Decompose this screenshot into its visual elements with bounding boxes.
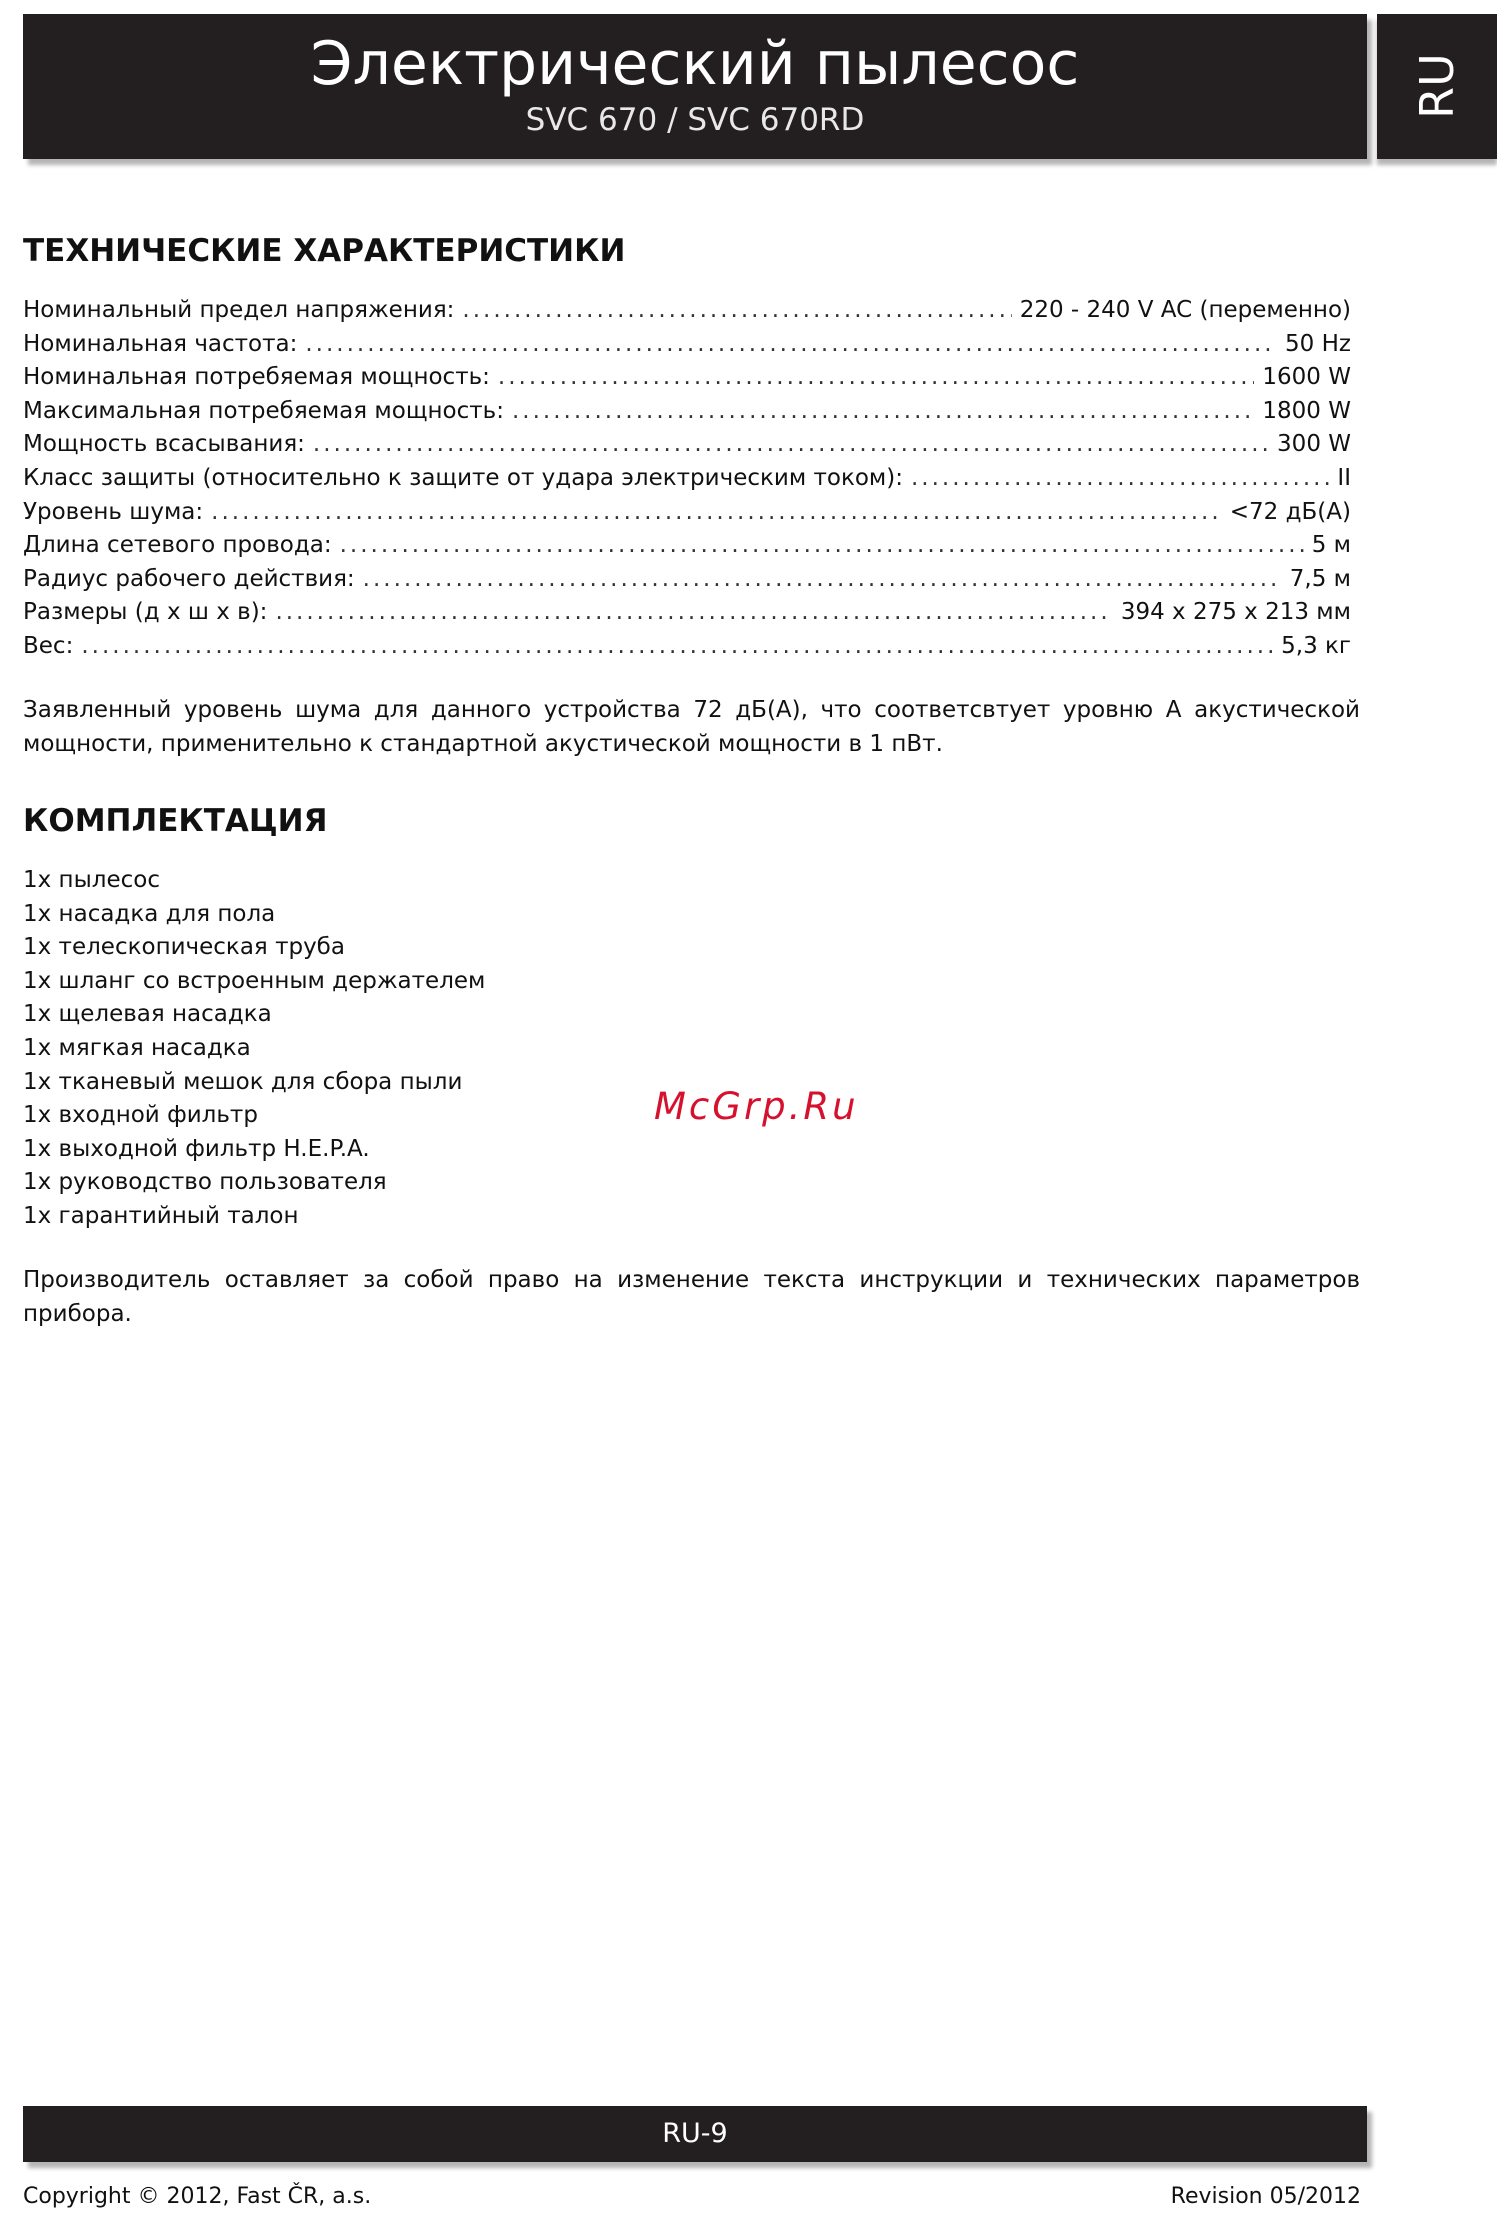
noise-note: Заявленный уровень шума для данного устройства 72 дБ(А), что соответсвтует уровню А акустической мощности, применительно к стандартной акустической мощности в 1 пВт. xyxy=(23,697,1360,757)
spec-row xyxy=(23,462,1351,496)
package-heading: КОМПЛЕКТАЦИЯ xyxy=(23,803,328,839)
list-item: 1x пылесос xyxy=(23,867,160,893)
spec-value: II xyxy=(1337,464,1351,491)
list-item: 1x шланг со встроенным держателем xyxy=(23,967,486,994)
spec-value: 7,5 м xyxy=(1289,565,1351,592)
spec-row xyxy=(23,294,1351,328)
spec-value: 5 м xyxy=(1311,532,1351,559)
spec-label: Уровень шума: xyxy=(23,498,204,525)
spec-row xyxy=(23,596,1351,630)
language-tab xyxy=(1377,14,1497,159)
spec-row xyxy=(23,630,1351,664)
spec-row xyxy=(23,563,1351,597)
dot-leader xyxy=(363,563,1282,597)
list-item: 1x насадка для пола xyxy=(23,900,276,927)
page-number: RU-9 xyxy=(662,2118,728,2149)
list-item: 1x руководство пользователя xyxy=(23,1169,387,1196)
list-item: 1x щелевая насадка xyxy=(23,1001,272,1028)
dot-leader xyxy=(512,395,1254,429)
spec-label: Радиус рабочего действия: xyxy=(23,565,355,592)
spec-value: 1600 W xyxy=(1262,364,1351,391)
copyright: Copyright © 2012, Fast ČR, a.s. xyxy=(23,2184,372,2209)
spec-label: Класс защиты (относительно к защите от удара электрическим током): xyxy=(23,464,903,491)
watermark: McGrp.Ru xyxy=(654,1085,859,1128)
spec-label: Максимальная потребяемая мощность: xyxy=(23,397,504,424)
list-item: 1x гарантийный талон xyxy=(23,1202,299,1229)
document-title: Электрический пылесос xyxy=(310,29,1080,99)
list-item: 1x мягкая насадка xyxy=(23,1034,251,1061)
spec-row xyxy=(23,328,1351,362)
footer-bar xyxy=(23,2106,1367,2162)
dot-leader xyxy=(275,596,1112,630)
disclaimer: Производитель оставляет за собой право на изменение текста инструкции и технических параметров прибора. xyxy=(23,1267,1360,1327)
header-bar xyxy=(23,14,1367,159)
spec-row xyxy=(23,496,1351,530)
spec-label: Номинальная потребяемая мощность: xyxy=(23,364,490,391)
spec-label: Номинальная частота: xyxy=(23,330,298,357)
model-subtitle: SVC 670 / SVC 670RD xyxy=(525,102,865,138)
spec-label: Номинальный предел напряжения: xyxy=(23,297,455,323)
spec-list xyxy=(23,294,1351,664)
dot-leader xyxy=(211,496,1222,530)
list-item: 1x выходной фильтр H.E.P.A. xyxy=(23,1135,370,1162)
dot-leader xyxy=(462,294,1011,328)
revision: Revision 05/2012 xyxy=(1170,2184,1361,2209)
spec-value: 1800 W xyxy=(1262,397,1351,424)
spec-value: 300 W xyxy=(1277,431,1351,458)
specs-heading: ТЕХНИЧЕСКИЕ ХАРАКТЕРИСТИКИ xyxy=(23,233,626,269)
dot-leader xyxy=(340,529,1304,563)
dot-leader xyxy=(313,428,1269,462)
spec-row xyxy=(23,395,1351,429)
list-item: 1x тканевый мешок для сбора пыли xyxy=(23,1068,463,1095)
dot-leader xyxy=(81,630,1273,664)
spec-label: Длина сетевого провода: xyxy=(23,532,332,559)
spec-label: Размеры (д х ш х в): xyxy=(23,599,268,626)
spec-value: 394 x 275 x 213 мм xyxy=(1120,599,1351,626)
list-item: 1x телескопическая труба xyxy=(23,934,345,961)
spec-value: <72 дБ(А) xyxy=(1229,498,1351,525)
list-item: 1x входной фильтр xyxy=(23,1102,258,1129)
spec-label: Мощность всасывания: xyxy=(23,431,305,458)
package-list xyxy=(23,864,485,1234)
spec-value: 220 - 240 V AC (переменно) xyxy=(1019,297,1351,323)
spec-value: 50 Hz xyxy=(1285,330,1351,357)
dot-leader xyxy=(911,462,1329,496)
language-label: RU xyxy=(1410,53,1464,119)
spec-row xyxy=(23,529,1351,563)
spec-value: 5,3 кг xyxy=(1281,632,1351,659)
dot-leader xyxy=(498,361,1255,395)
spec-row xyxy=(23,428,1351,462)
spec-label: Вес: xyxy=(23,632,74,659)
dot-leader xyxy=(305,328,1277,362)
spec-row xyxy=(23,361,1351,395)
